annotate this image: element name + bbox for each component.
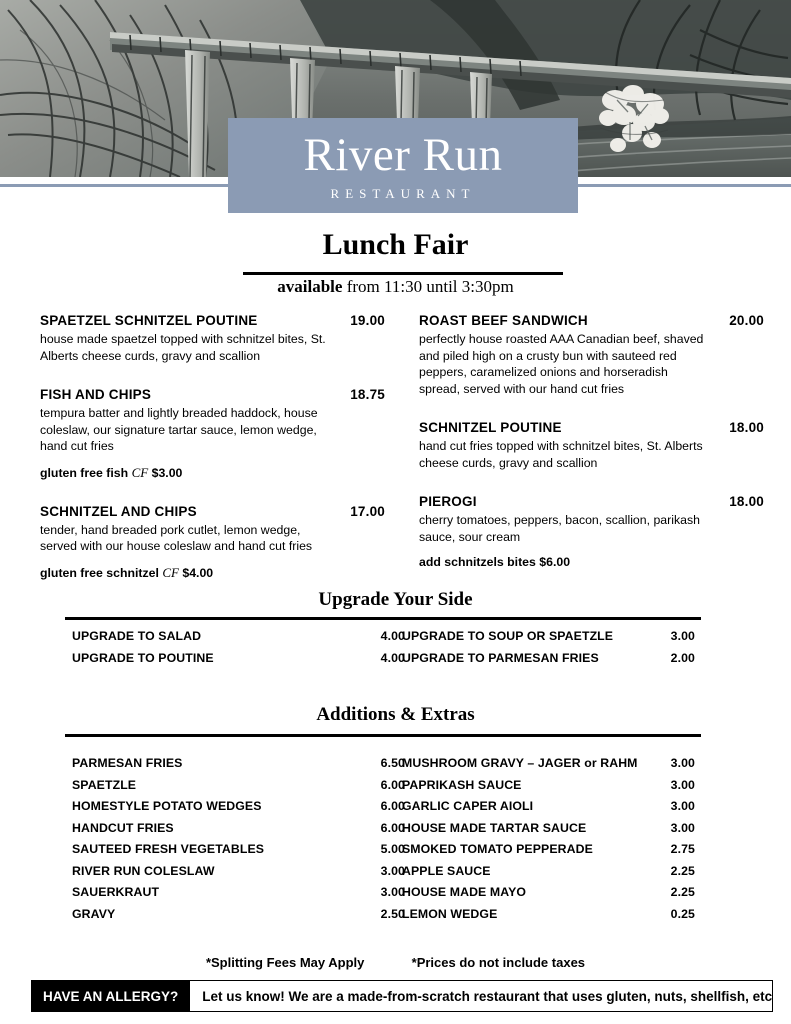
row-right-price: 3.00 — [670, 756, 695, 770]
menu-item-header — [419, 493, 764, 510]
menu-item — [40, 312, 385, 364]
row-left-price: 6.00 — [380, 799, 405, 813]
row-right-price: 2.75 — [670, 842, 695, 856]
allergy-tag-label: HAVE AN ALLERGY? — [31, 980, 190, 1012]
menu-item-price: 20.00 — [729, 313, 764, 328]
menu-item-price: 17.00 — [350, 503, 385, 519]
table-row — [65, 842, 701, 864]
table-row — [65, 651, 701, 673]
menu-item — [419, 419, 764, 471]
availability-bold: available — [277, 277, 343, 296]
menu-item-name: FISH AND CHIPS — [40, 387, 152, 402]
extras-table — [65, 756, 701, 928]
row-left-label: SAUERKRAUT — [72, 885, 160, 899]
taxes-note: *Prices do not include taxes — [411, 955, 586, 970]
row-left-price: 5.00 — [380, 842, 405, 856]
row-right-label: SMOKED TOMATO PEPPERADE — [402, 842, 593, 856]
row-right-price: 2.25 — [670, 863, 695, 878]
menu-item-header — [40, 503, 385, 520]
menu-item-name: PIEROGI — [419, 494, 477, 509]
splitting-fees-note: *Splitting Fees May Apply — [205, 955, 365, 970]
menu-item-note — [40, 465, 385, 481]
menu-item-header — [40, 312, 385, 329]
table-row — [65, 629, 701, 651]
row-left-price: 4.00 — [380, 650, 405, 665]
menu-item-name: SCHNITZEL POUTINE — [419, 420, 562, 435]
row-left-price: 6.50 — [380, 756, 405, 770]
row-left-price: 2.50 — [380, 906, 405, 921]
row-left-label: RIVER RUN COLESLAW — [72, 863, 215, 878]
menu-item-description: perfectly house roasted AAA Canadian beef, shaved and piled high on a crusty bun with sauteed red peppers, caramelized onions and horseradish spread, served with our hand cut fries — [419, 332, 704, 396]
row-left-label: SAUTEED FRESH VEGETABLES — [72, 842, 265, 856]
menu-item-price: 18.75 — [350, 387, 385, 402]
upgrade-section-title: Upgrade Your Side — [318, 589, 473, 610]
cf-mark-icon: CF — [162, 564, 179, 580]
upgrade-table — [65, 629, 701, 672]
row-right-price: 3.00 — [670, 799, 695, 813]
menu-item — [40, 386, 385, 481]
menu-item-name: SPAETZEL SCHNITZEL POUTINE — [40, 313, 258, 328]
lunch-fair-title: Lunch Fair — [322, 228, 469, 261]
row-left-label: UPGRADE TO POUTINE — [72, 650, 214, 665]
row-right-price: 0.25 — [670, 906, 695, 921]
brand-banner — [228, 118, 578, 213]
row-left-price: 3.00 — [380, 863, 405, 878]
menu-item-description: house made spaetzel topped with schnitzel bites, St. Alberts cheese curds, gravy and scallion — [40, 332, 326, 363]
row-left-price: 4.00 — [380, 629, 405, 643]
table-row — [65, 907, 701, 929]
upgrade-section-rule — [65, 617, 701, 620]
row-right-label: HOUSE MADE MAYO — [402, 885, 527, 899]
menu-item-note: add schnitzels bites $6.00 — [419, 555, 571, 569]
row-left-label: SPAETZLE — [72, 777, 137, 792]
note-suffix: $4.00 — [178, 565, 214, 580]
note-suffix: $3.00 — [148, 465, 183, 480]
lunch-fair-rule — [243, 272, 563, 275]
menu-item-price: 19.00 — [350, 313, 385, 328]
row-right-price: 3.00 — [670, 777, 695, 792]
note-prefix: gluten free fish — [40, 465, 132, 480]
extras-section-rule — [65, 734, 701, 737]
row-right-price: 2.00 — [670, 650, 695, 665]
availability-rest: from 11:30 until 3:30pm — [342, 277, 514, 296]
menu-item-description: tender, hand breaded pork cutlet, lemon wedge, served with our house coleslaw and hand cut fries — [40, 522, 313, 553]
row-right-label: MUSHROOM GRAVY – JAGER or RAHM — [402, 756, 638, 770]
table-row — [65, 821, 701, 843]
menu-item-description: cherry tomatoes, peppers, bacon, scallion, parikash sauce, sour cream — [419, 513, 700, 544]
menu-item-description: hand cut fries topped with schnitzel bites, St. Alberts cheese curds, gravy and scallion — [419, 439, 703, 470]
fine-print-line — [0, 955, 791, 970]
menu-item-description: tempura batter and lightly breaded haddock, house coleslaw, our signature tartar sauce, lemon wedge, hand cut fries — [40, 406, 318, 453]
menu-item-name: SCHNITZEL AND CHIPS — [40, 503, 197, 519]
row-left-label: PARMESAN FRIES — [72, 756, 183, 770]
menu-item-price: 18.00 — [729, 420, 764, 435]
extras-section-title: Additions & Extras — [316, 704, 475, 725]
menu-item — [40, 503, 385, 581]
table-row — [65, 756, 701, 778]
row-right-price: 3.00 — [670, 820, 695, 835]
menu-column-left — [40, 312, 385, 603]
row-right-label: APPLE SAUCE — [402, 863, 491, 878]
row-left-price: 6.00 — [380, 820, 405, 835]
row-right-price: 3.00 — [670, 629, 695, 643]
note-prefix: gluten free schnitzel — [40, 565, 163, 580]
menu-item-header — [419, 419, 764, 436]
row-right-label: GARLIC CAPER AIOLI — [402, 799, 534, 813]
menu-item-header — [40, 386, 385, 403]
row-left-label: GRAVY — [72, 906, 116, 921]
menu-item — [419, 493, 764, 569]
row-right-label: HOUSE MADE TARTAR SAUCE — [402, 820, 587, 835]
menu-item-price: 18.00 — [729, 494, 764, 509]
row-right-price: 2.25 — [670, 885, 695, 899]
row-left-label: HANDCUT FRIES — [72, 820, 174, 835]
menu-item — [419, 312, 764, 397]
restaurant-subtitle: RESTAURANT — [330, 186, 476, 201]
restaurant-name: River Run — [303, 129, 503, 181]
row-right-label: UPGRADE TO SOUP OR SPAETZLE — [402, 629, 614, 643]
table-row — [65, 885, 701, 907]
row-right-label: PAPRIKASH SAUCE — [402, 777, 522, 792]
row-left-price: 3.00 — [380, 885, 405, 899]
menu-item-note — [40, 565, 385, 581]
table-row — [65, 864, 701, 886]
row-right-label: UPGRADE TO PARMESAN FRIES — [402, 650, 599, 665]
row-left-label: HOMESTYLE POTATO WEDGES — [72, 799, 262, 813]
menu-item-header — [419, 312, 764, 329]
row-left-price: 6.00 — [380, 777, 405, 792]
allergy-bar — [31, 980, 773, 1012]
lunch-availability — [0, 277, 791, 297]
row-left-label: UPGRADE TO SALAD — [72, 629, 202, 643]
allergy-message: Let us know! We are a made-from-scratch restaurant that uses gluten, nuts, shellfish, etc — [190, 980, 773, 1012]
menu-column-right — [419, 312, 764, 591]
table-row — [65, 799, 701, 821]
row-right-label: LEMON WEDGE — [402, 906, 498, 921]
table-row — [65, 778, 701, 800]
cf-mark-icon: CF — [131, 464, 149, 480]
menu-item-name: ROAST BEEF SANDWICH — [419, 313, 588, 328]
